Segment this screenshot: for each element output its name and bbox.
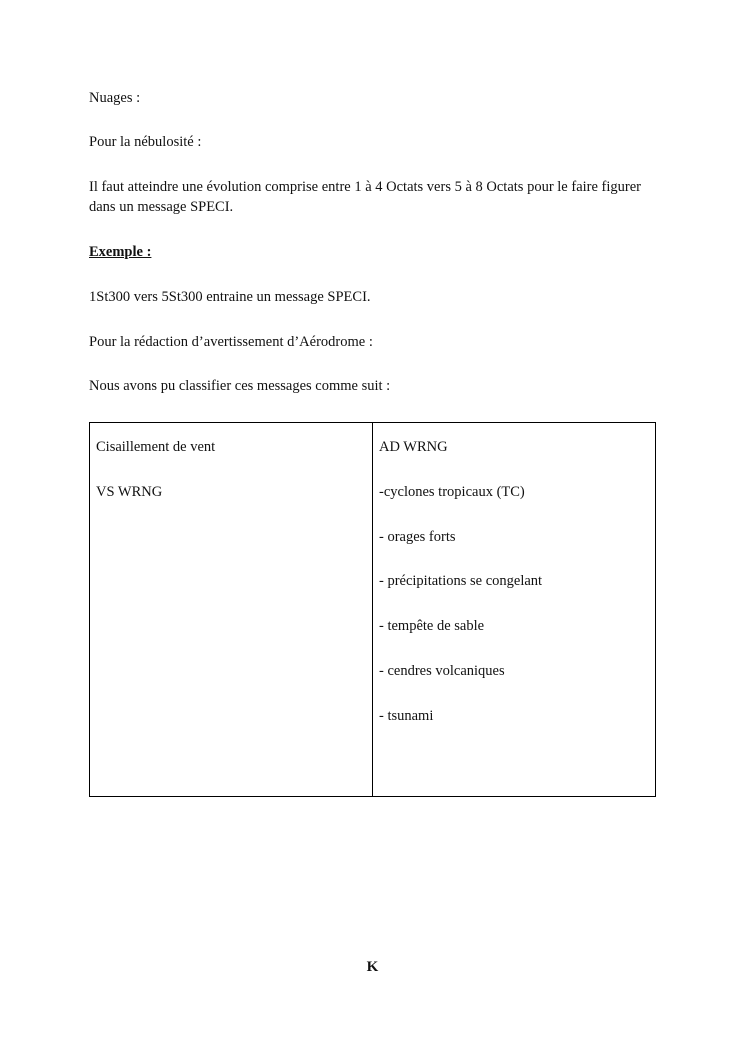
table-column-ad-wrng: [373, 423, 655, 796]
wind-shear-title: Cisaillement de vent: [96, 439, 216, 455]
table-item: - tsunami: [379, 707, 434, 724]
ad-wrng-title: AD WRNG: [379, 439, 448, 455]
clouds-heading: Nuages :: [89, 90, 141, 106]
table-item: - précipitations se congelant: [379, 573, 543, 590]
classification-intro: Nous avons pu classifier ces messages comme suit :: [89, 378, 391, 394]
table-item: - orages forts: [379, 528, 456, 545]
table-item: -cyclones tropicaux (TC): [379, 483, 525, 500]
table-column-wind-shear: [90, 423, 373, 796]
example-label: Exemple :: [89, 244, 152, 260]
table-item: - cendres volcaniques: [379, 662, 505, 679]
evolution-paragraph: Il faut atteindre une évolution comprise entre 1 à 4 Octats vers 5 à 8 Octats pour le faire figurer dans un message SPECI.: [89, 179, 641, 215]
page-footer-mark: K: [366, 959, 379, 975]
example-paragraph: 1St300 vers 5St300 entraine un message SPECI.: [89, 289, 371, 305]
table-item: - tempête de sable: [379, 618, 485, 635]
nebulosity-heading: Pour la nébulosité :: [89, 134, 202, 150]
aerodrome-warning-heading: Pour la rédaction d’avertissement d’Aérodrome :: [89, 334, 373, 350]
warning-classification-table: [89, 422, 656, 797]
table-item: VS WRNG: [96, 483, 163, 500]
